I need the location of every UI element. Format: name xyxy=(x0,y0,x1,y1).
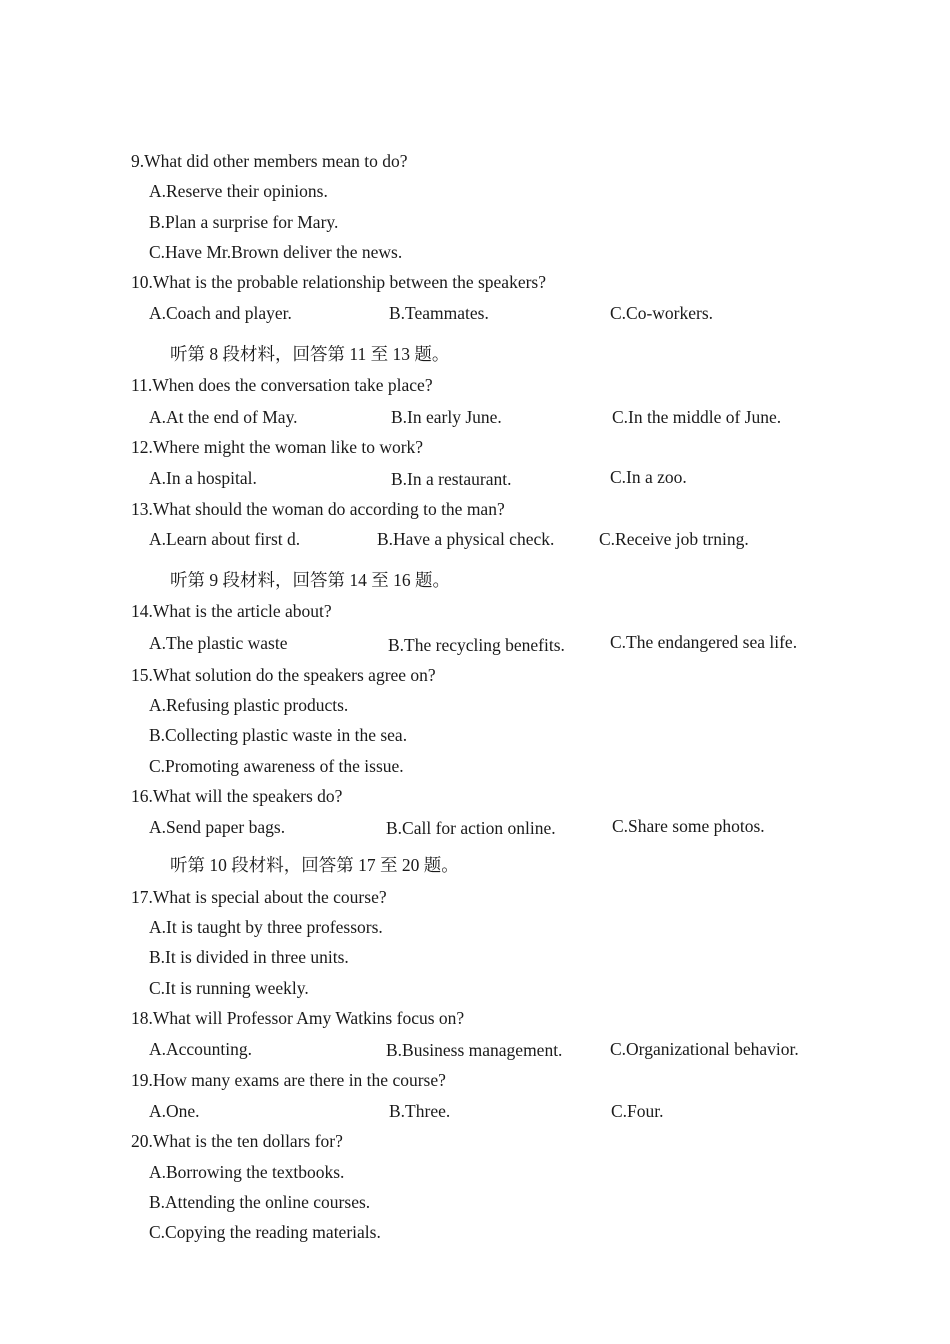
q11-option-a: A.At the end of May. xyxy=(149,407,298,427)
question-9: 9.What did other members mean to do? xyxy=(131,151,408,171)
q9-option-c: C.Have Mr.Brown deliver the news. xyxy=(149,242,403,262)
q16-option-c: C.Share some photos. xyxy=(612,816,765,836)
question-19: 19.How many exams are there in the course? xyxy=(131,1070,446,1090)
question-20: 20.What is the ten dollars for? xyxy=(131,1131,343,1151)
q10-option-a: A.Coach and player. xyxy=(149,303,292,323)
q12-option-a: A.In a hospital. xyxy=(149,468,257,488)
q13-option-b: B.Have a physical check. xyxy=(377,529,555,549)
q10-options xyxy=(0,302,950,324)
question-13: 13.What should the woman do according to the man? xyxy=(131,499,505,519)
q17-option-b: B.It is divided in three units. xyxy=(149,947,349,967)
q13-options xyxy=(0,528,950,550)
q13-option-a: A.Learn about first d. xyxy=(149,529,301,549)
q10-option-b: B.Teammates. xyxy=(389,303,489,323)
q12-option-b: B.In a restaurant. xyxy=(391,469,512,489)
question-14: 14.What is the article about? xyxy=(131,601,332,621)
question-16: 16.What will the speakers do? xyxy=(131,786,343,806)
q19-option-a: A.One. xyxy=(149,1101,200,1121)
q17-option-a: A.It is taught by three professors. xyxy=(149,917,383,937)
q19-option-c: C.Four. xyxy=(611,1101,664,1121)
q15-option-a: A.Refusing plastic products. xyxy=(149,695,349,715)
q11-option-c: C.In the middle of June. xyxy=(612,407,782,427)
q15-option-b: B.Collecting plastic waste in the sea. xyxy=(149,725,408,745)
q9-option-a: A.Reserve their opinions. xyxy=(149,181,328,201)
question-12: 12.Where might the woman like to work? xyxy=(131,437,424,457)
section-8-instruction: 听第 8 段材料，回答第 11 至 13 题。 xyxy=(170,344,450,364)
q14-options xyxy=(0,632,950,654)
question-11: 11.When does the conversation take place? xyxy=(131,375,433,395)
q13-option-c: C.Receive job trning. xyxy=(599,529,749,549)
q9-option-b: B.Plan a surprise for Mary. xyxy=(149,212,339,232)
q19-options xyxy=(0,1100,950,1122)
q16-options xyxy=(0,816,950,838)
q19-option-b: B.Three. xyxy=(389,1101,451,1121)
question-18: 18.What will Professor Amy Watkins focus on? xyxy=(131,1008,465,1028)
q14-option-b: B.The recycling benefits. xyxy=(388,635,565,655)
q16-option-a: A.Send paper bags. xyxy=(149,817,286,837)
section-10-instruction: 听第 10 段材料，回答第 17 至 20 题。 xyxy=(170,855,459,875)
q16-option-b: B.Call for action online. xyxy=(386,818,556,838)
question-10: 10.What is the probable relationship between the speakers? xyxy=(131,272,546,292)
q18-option-c: C.Organizational behavior. xyxy=(610,1039,799,1059)
q18-option-a: A.Accounting. xyxy=(149,1039,253,1059)
q11-options xyxy=(0,406,950,428)
q18-option-b: B.Business management. xyxy=(386,1040,563,1060)
q20-option-a: A.Borrowing the textbooks. xyxy=(149,1162,345,1182)
q12-options xyxy=(0,467,950,489)
q11-option-b: B.In early June. xyxy=(391,407,502,427)
q15-option-c: C.Promoting awareness of the issue. xyxy=(149,756,404,776)
q12-option-c: C.In a zoo. xyxy=(610,467,687,487)
q14-option-c: C.The endangered sea life. xyxy=(610,632,798,652)
q18-options xyxy=(0,1038,950,1060)
q14-option-a: A.The plastic waste xyxy=(149,633,288,653)
q20-option-b: B.Attending the online courses. xyxy=(149,1192,371,1212)
question-17: 17.What is special about the course? xyxy=(131,887,387,907)
section-9-instruction: 听第 9 段材料，回答第 14 至 16 题。 xyxy=(170,570,450,590)
question-15: 15.What solution do the speakers agree on? xyxy=(131,665,436,685)
q10-option-c: C.Co-workers. xyxy=(610,303,714,323)
q17-option-c: C.It is running weekly. xyxy=(149,978,309,998)
q20-option-c: C.Copying the reading materials. xyxy=(149,1222,381,1242)
